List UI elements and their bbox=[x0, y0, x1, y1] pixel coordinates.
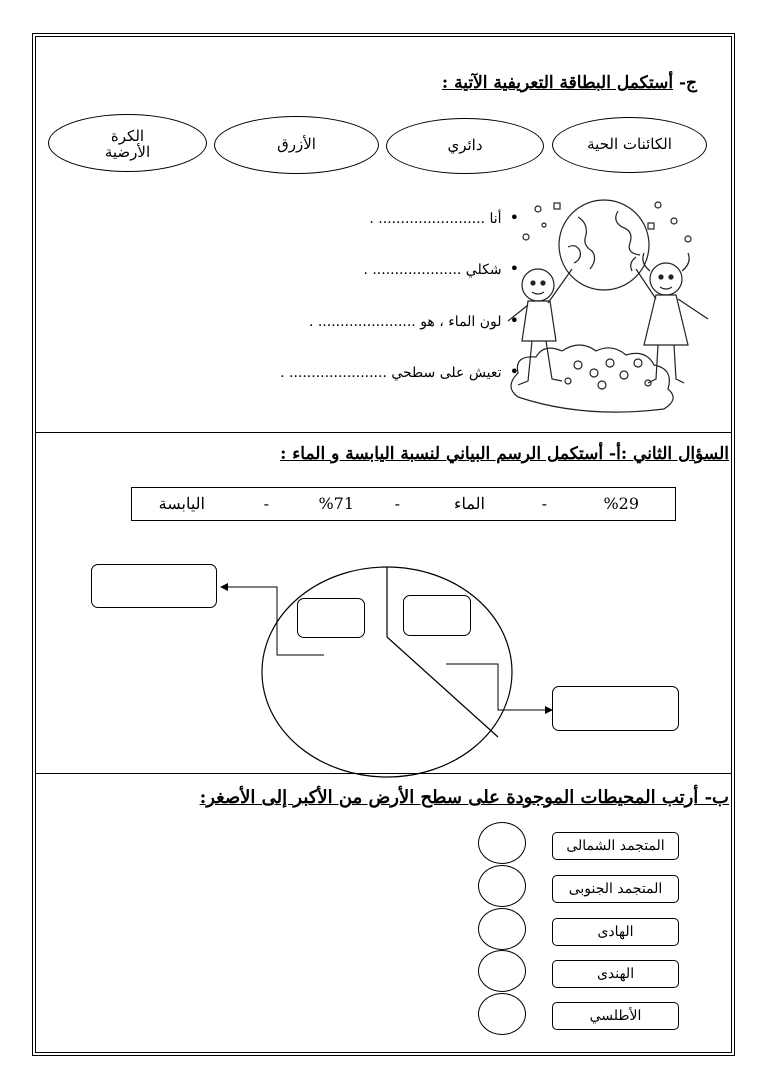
word-bank-item: %71 bbox=[318, 494, 354, 513]
answer-box-pie-left[interactable] bbox=[297, 598, 365, 638]
globe-icon bbox=[559, 200, 649, 290]
ocean-label-arctic bbox=[552, 832, 679, 860]
section-c-label: ج- bbox=[673, 73, 697, 93]
bullet-text: أنا ........................ . bbox=[369, 211, 502, 227]
word-bank-box bbox=[131, 487, 676, 521]
bullet-item bbox=[363, 259, 519, 278]
rank-circle[interactable] bbox=[478, 993, 526, 1035]
option-label: الكائنات الحية bbox=[587, 135, 672, 154]
option-oval-blue bbox=[214, 116, 379, 174]
right-arrow-connector bbox=[446, 664, 552, 710]
bullet-item bbox=[369, 208, 519, 227]
section-c-title bbox=[442, 73, 697, 93]
word-bank-item: %29 bbox=[603, 494, 639, 513]
ocean-label-text: المتجمد الجنوبى bbox=[568, 881, 663, 897]
option-oval-circular bbox=[386, 118, 544, 174]
section-b-title-text: ب- أرتب المحيطات الموجودة على سطح الأرض من الأكبر إلى الأصغر: bbox=[199, 787, 729, 808]
answer-box-right[interactable] bbox=[552, 686, 679, 731]
option-label: الأزرق bbox=[277, 135, 316, 154]
rank-circle[interactable] bbox=[478, 908, 526, 950]
rank-circle[interactable] bbox=[478, 865, 526, 907]
bullet-item bbox=[309, 311, 519, 330]
ocean-label-text: المتجمد الشمالى bbox=[566, 838, 665, 854]
ocean-label-atlantic bbox=[552, 1002, 679, 1030]
section-c-title-text: أستكمل البطاقة التعريفية الآتية : bbox=[441, 73, 674, 93]
answer-box-left[interactable] bbox=[91, 564, 217, 608]
word-bank-item: الماء bbox=[454, 494, 485, 513]
rank-circle[interactable] bbox=[478, 822, 526, 864]
pie-radius-line bbox=[387, 637, 498, 737]
option-label: دائري bbox=[447, 136, 483, 155]
bullet-text: شكلي .................... . bbox=[363, 262, 502, 278]
option-label: الكرة الأرضية bbox=[104, 127, 151, 161]
word-bank-separator: - bbox=[541, 494, 547, 513]
ocean-label-antarctic bbox=[552, 875, 679, 903]
bullet-text: لون الماء ، هو ...................... . bbox=[308, 314, 502, 330]
word-bank-separator: - bbox=[263, 494, 269, 513]
answer-box-pie-right[interactable] bbox=[403, 595, 471, 636]
bullet-item bbox=[280, 362, 519, 381]
section-b-title bbox=[200, 787, 729, 808]
question2-title bbox=[280, 444, 729, 464]
rank-circle[interactable] bbox=[478, 950, 526, 992]
ocean-label-pacific bbox=[552, 918, 679, 946]
word-bank-separator: - bbox=[394, 494, 400, 513]
ocean-label-text: الهندى bbox=[596, 966, 635, 982]
ocean-label-indian bbox=[552, 960, 679, 988]
children-globe-illustration bbox=[498, 197, 718, 413]
word-bank-item: اليابسة bbox=[158, 494, 205, 513]
section-divider bbox=[35, 432, 732, 433]
option-oval-earth bbox=[48, 114, 207, 172]
option-oval-living-things bbox=[552, 117, 707, 173]
ocean-label-text: الهادى bbox=[597, 924, 634, 940]
section-divider bbox=[35, 773, 732, 774]
bullet-text: تعيش على سطحي ...................... . bbox=[280, 365, 502, 381]
question2-title-text: السؤال الثاني :أ- أستكمل الرسم البياني لنسبة اليابسة و الماء : bbox=[280, 444, 729, 464]
ocean-label-text: الأطلسي bbox=[589, 1008, 642, 1024]
